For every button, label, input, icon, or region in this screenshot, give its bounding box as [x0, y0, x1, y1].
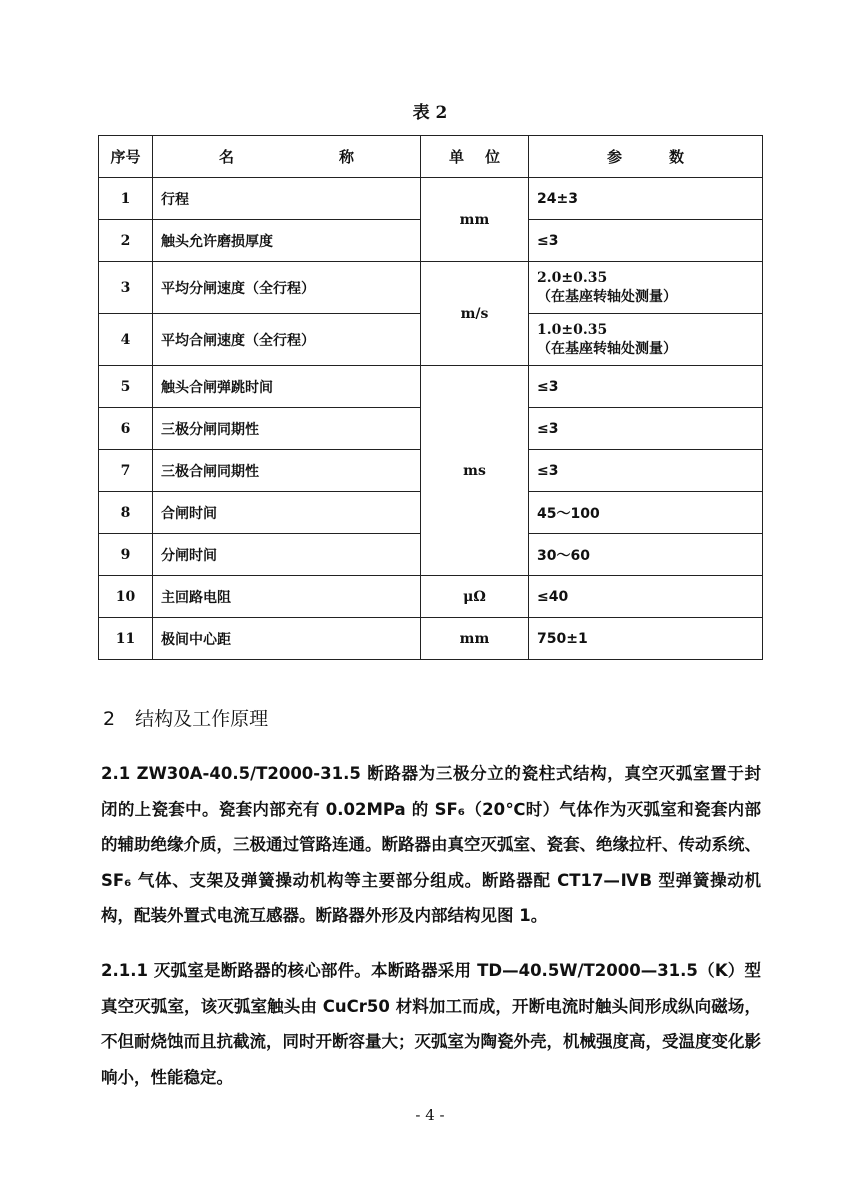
- table-row: 6 三极分闸同期性 ≤3: [99, 408, 763, 450]
- table-row: 1 行程 mm 24±3: [99, 178, 763, 220]
- table-header-row: [99, 136, 763, 178]
- spec-table: [98, 135, 763, 660]
- table-row: 8 合闸时间 45～100: [99, 492, 763, 534]
- header-param: 参 数: [529, 136, 763, 178]
- section-heading: [103, 704, 268, 731]
- unit-mm-2: mm: [421, 618, 529, 660]
- section-number: 2: [103, 708, 116, 730]
- header-unit: 单 位: [421, 136, 529, 178]
- table-row: 4 平均合闸速度（全行程） 1.0±0.35 （在基座转轴处测量）: [99, 314, 763, 366]
- paragraph-2-1: 2.1 ZW30A-40.5/T2000-31.5 断路器为三极分立的瓷柱式结构，真空灭弧室置于封闭的上瓷套中。瓷套内部充有 0.02MPa 的 SF₆（20℃时）气体作为灭弧室和瓷套内部的辅助绝缘介质，三极通过管路连通。断路器由真空灭弧室、瓷套、绝缘拉杆、传动系统、SF₆ 气体、支架及弹簧操动机构等主要部分组成。断路器配 CT17—ⅣB 型弹簧操动机构，配装外置式电流互感器。断路器外形及内部结构见图 1。: [101, 764, 761, 925]
- table-caption: 表 2: [412, 103, 448, 123]
- table-row: 2 触头允许磨损厚度 ≤3: [99, 220, 763, 262]
- unit-ms-speed: m/s: [421, 262, 529, 366]
- table-row: 9 分闸时间 30～60: [99, 534, 763, 576]
- page-number: - 4 -: [415, 1106, 445, 1124]
- unit-micro-ohm: μΩ: [421, 576, 529, 618]
- table-row: 5 触头合闸弹跳时间 ms ≤3: [99, 366, 763, 408]
- table-row: 11 极间中心距 mm 750±1: [99, 618, 763, 660]
- paragraph-2-1-1: 2.1.1 灭弧室是断路器的核心部件。本断路器采用 TD—40.5W/T2000—31.5（K）型真空灭弧室，该灭弧室触头由 CuCr50 材料加工而成，开断电流时触头间形成纵向磁场，不但耐烧蚀而且抗截流，同时开断容量大；灭弧室为陶瓷外壳，机械强度高，受温度变化影响小，性能稳定。: [101, 961, 761, 1087]
- unit-mm: mm: [421, 178, 529, 262]
- table-row: 7 三极合闸同期性 ≤3: [99, 450, 763, 492]
- table-row: 10 主回路电阻 μΩ ≤40: [99, 576, 763, 618]
- table-row: 3 平均分闸速度（全行程） m/s 2.0±0.35 （在基座转轴处测量）: [99, 262, 763, 314]
- header-name: 名 称: [153, 136, 421, 178]
- section-title: 结构及工作原理: [135, 708, 269, 730]
- header-no: 序号: [99, 136, 153, 178]
- unit-ms: ms: [421, 366, 529, 576]
